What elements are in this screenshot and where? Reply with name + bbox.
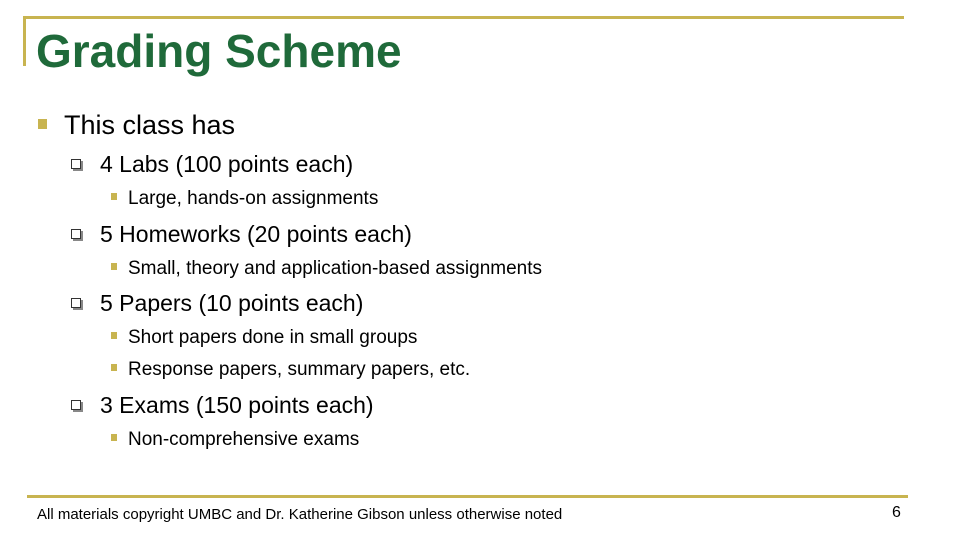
item-label: 5 Papers (10 points each) [100, 290, 364, 316]
sub-bullet-icon [111, 434, 117, 441]
footer-copyright: All materials copyright UMBC and Dr. Katherine Gibson unless otherwise noted [37, 506, 563, 523]
item-sub: Short papers done in small groups [128, 327, 418, 348]
page-number: 6 [892, 504, 901, 521]
square-bullet-icon [38, 119, 47, 129]
item-sub: Large, hands-on assignments [128, 188, 379, 209]
sub-bullet-icon [111, 263, 117, 270]
item-sub: Response papers, summary papers, etc. [128, 359, 471, 380]
checkbox-bullet-icon [71, 400, 81, 410]
sub-bullet-icon [111, 193, 117, 200]
checkbox-bullet-icon [71, 298, 81, 308]
top-border [23, 16, 904, 19]
sub-bullet-icon [111, 332, 117, 339]
checkbox-bullet-icon [71, 159, 81, 169]
item-label: 3 Exams (150 points each) [100, 392, 374, 418]
item-sub: Small, theory and application-based assignments [128, 258, 543, 279]
item-sub: Non-comprehensive exams [128, 429, 360, 450]
left-border [23, 16, 26, 66]
footer-divider [27, 495, 908, 498]
sub-bullet-icon [111, 364, 117, 371]
intro-text: This class has [64, 110, 236, 140]
slide-title: Grading Scheme [36, 25, 402, 77]
item-label: 4 Labs (100 points each) [100, 151, 354, 177]
item-label: 5 Homeworks (20 points each) [100, 221, 412, 247]
checkbox-bullet-icon [71, 229, 81, 239]
